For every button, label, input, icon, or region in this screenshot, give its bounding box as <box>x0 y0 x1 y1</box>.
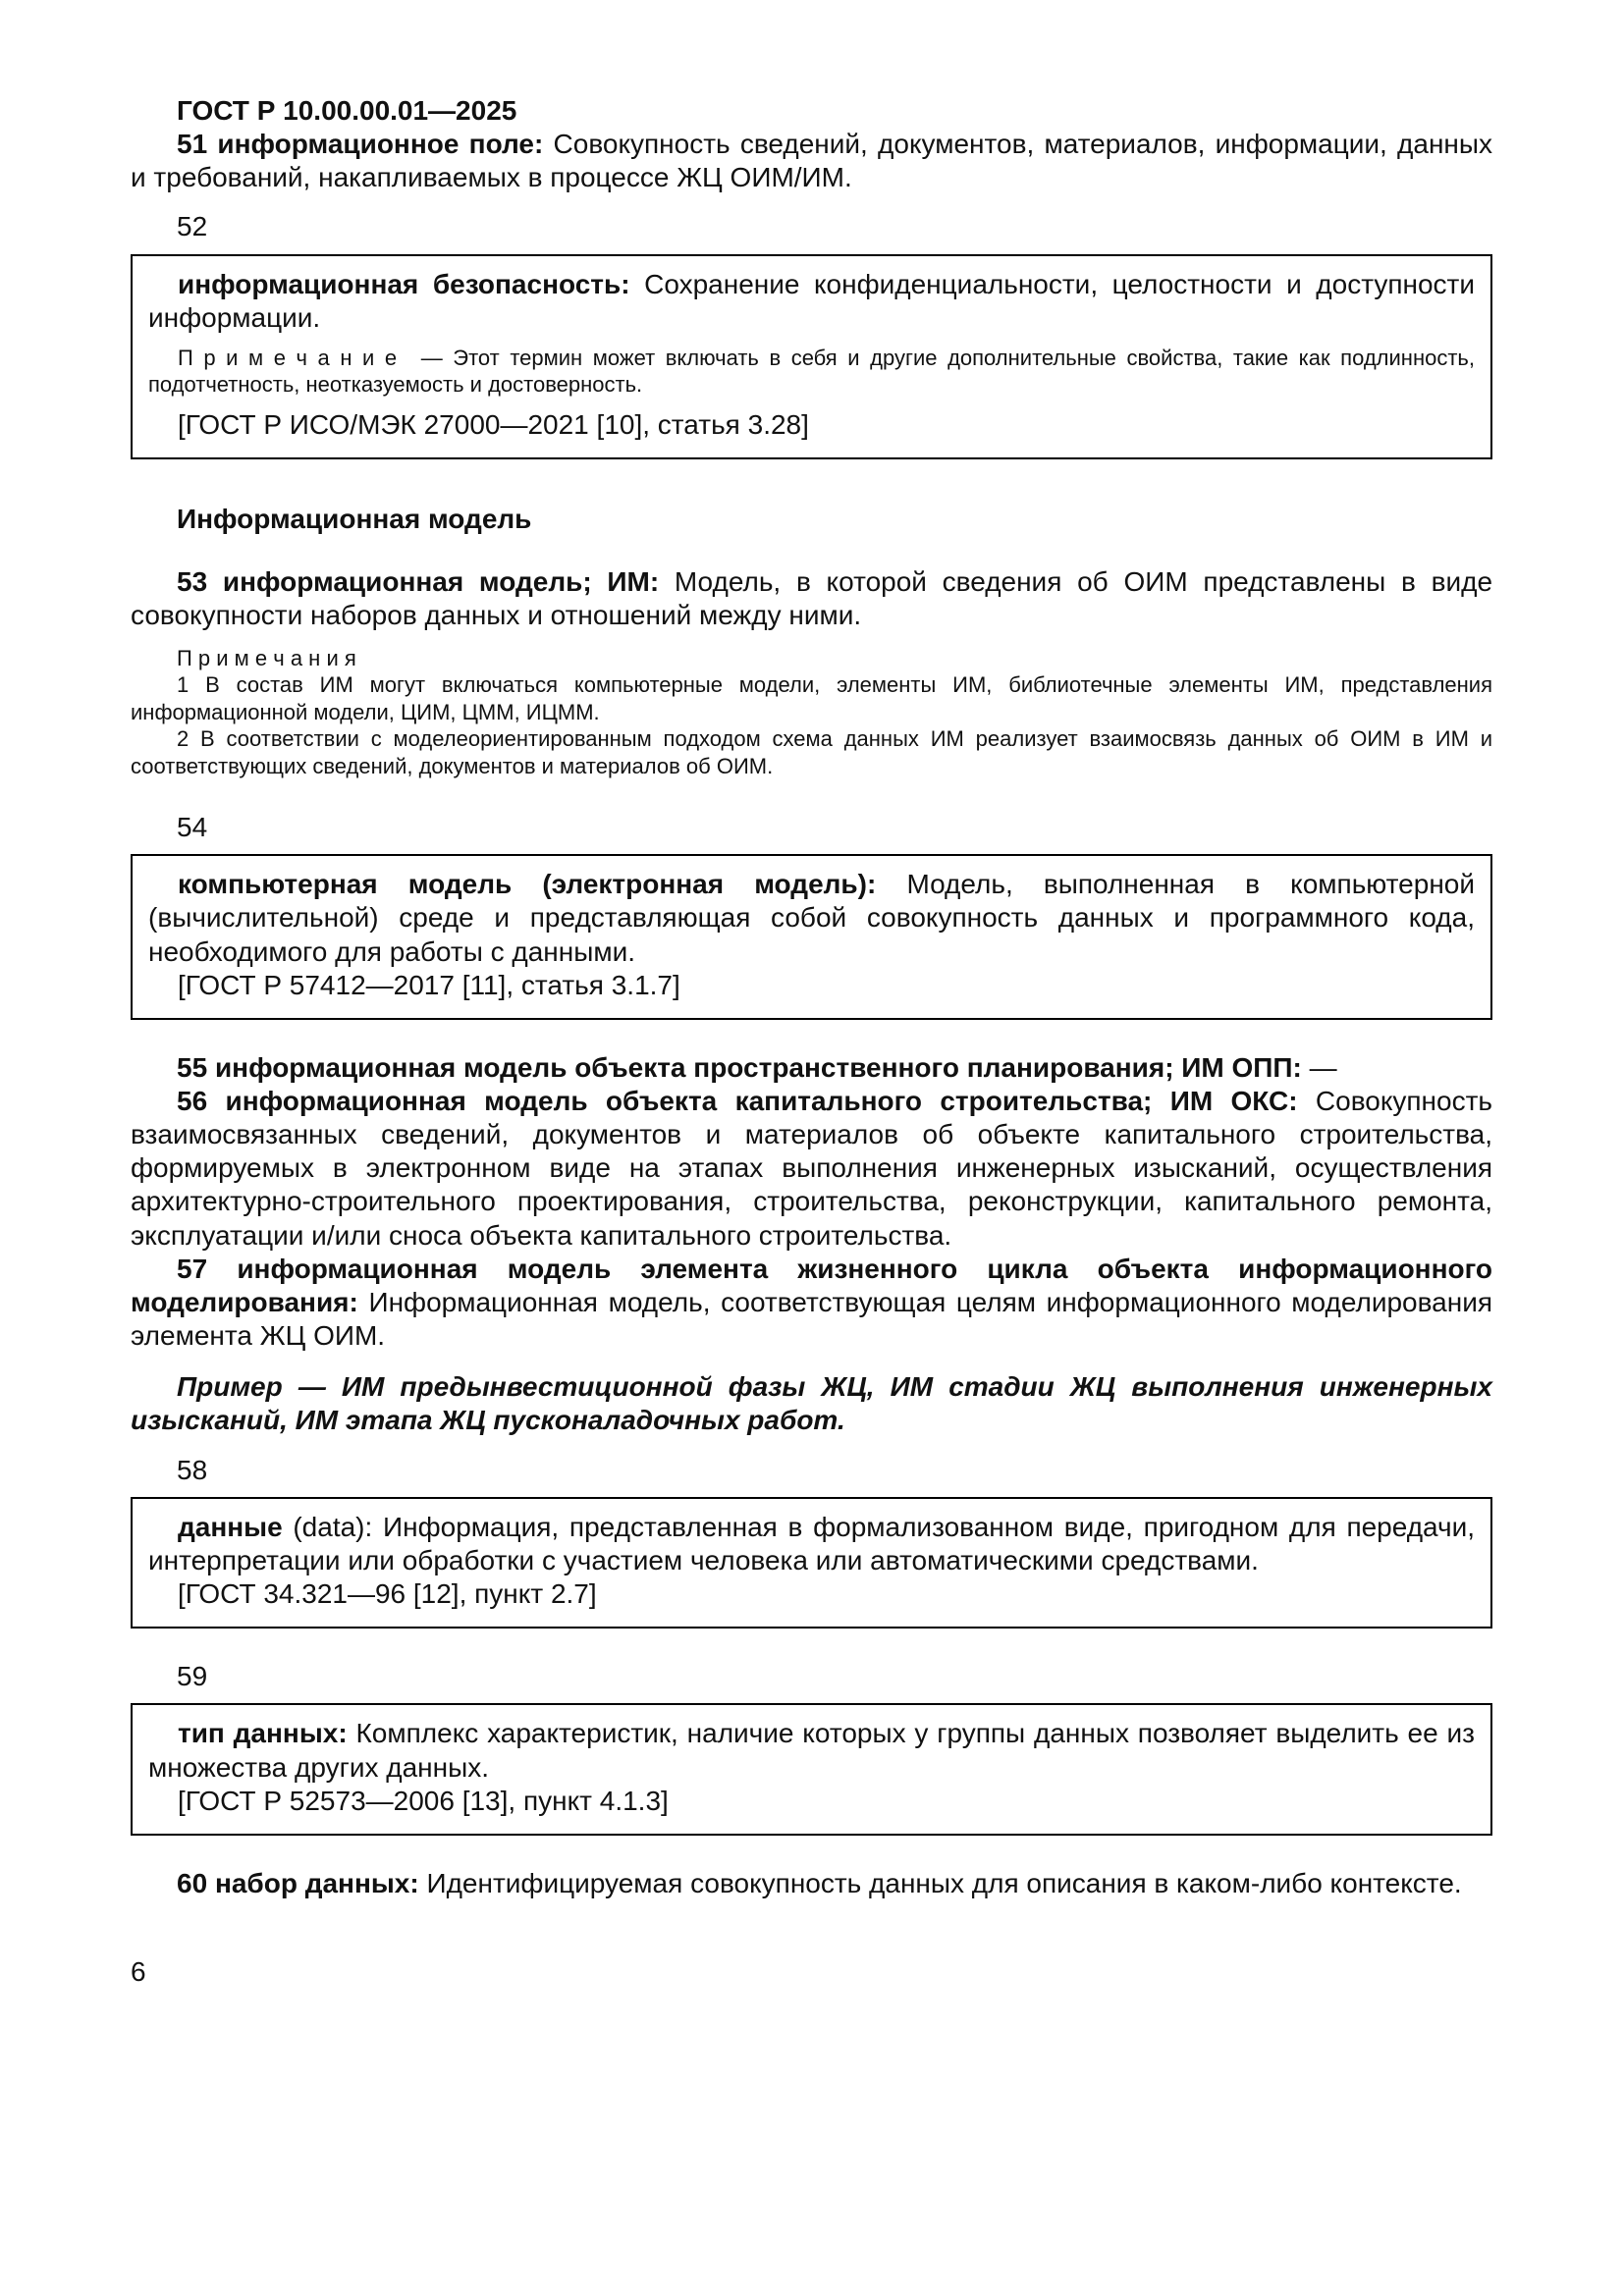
page-number: 6 <box>131 1955 146 1987</box>
term-54-definition-paragraph <box>148 868 1475 968</box>
term-54-name: компьютерная модель (электронная модель): <box>178 869 877 900</box>
standard-designation <box>131 94 1492 128</box>
term-59-source: [ГОСТ Р 52573—2006 [13], пункт 4.1.3] <box>178 1785 669 1816</box>
term-58-name: данные <box>178 1511 283 1542</box>
term-56-number: 56 <box>177 1086 208 1116</box>
term-51 <box>131 128 1492 194</box>
term-57 <box>131 1253 1492 1353</box>
term-55-name: информационная модель объекта пространственного планирования; ИМ ОПП: <box>214 1051 1302 1083</box>
term-58-definition: Информация, представленная в формализованном виде, пригодном для передачи, интерпретации или обработки с участием человека или автоматическими средствами. <box>148 1511 1476 1575</box>
term-55-definition: — <box>1309 1051 1337 1083</box>
term-59-definition-paragraph <box>148 1717 1475 1784</box>
term-51-definition: Совокупность сведений, документов, материалов, информации, данных и требований, накапливаемых в процессе ЖЦ ОИМ/ИМ. <box>131 129 1493 193</box>
term-53-notes <box>131 645 1492 780</box>
term-58-source: [ГОСТ 34.321—96 [12], пункт 2.7] <box>178 1578 597 1610</box>
term-60-name: набор данных: <box>214 1867 419 1898</box>
term-52-definition-paragraph <box>148 268 1475 335</box>
framed-term-52 <box>131 254 1492 459</box>
term-57-name: информационная модель элемента жизненного цикла объекта информационного моделирования: <box>131 1253 1492 1317</box>
framed-term-54 <box>131 854 1492 1020</box>
term-60-number: 60 <box>177 1867 208 1898</box>
term-56-name: информационная модель объекта капитального строительства; ИМ ОКС: <box>225 1086 1298 1116</box>
term-53-definition: Модель, в которой сведения об ОИМ представлены в виде совокупности наборов данных и отношений между ними. <box>131 566 1493 631</box>
term-59-name: тип данных: <box>178 1718 348 1749</box>
term-57-example: Пример — ИМ предынвестиционной фазы ЖЦ, ИМ стадии ЖЦ выполнения инженерных изысканий, ИМ этапа ЖЦ пусконаладочных работ. <box>131 1371 1492 1436</box>
term-52-source: [ГОСТ Р ИСО/МЭК 27000—2021 [10], статья 3.28] <box>178 408 809 440</box>
note-text: — Этот термин может включать в себя и другие дополнительные свойства, такие как подлинность, подотчетность, неотказуемость и достоверность. <box>148 345 1475 398</box>
term-53-name: информационная модель; ИМ: <box>222 566 660 598</box>
term-58-name-english: (data): <box>293 1511 373 1542</box>
note-1: 1 В состав ИМ могут включаться компьютерные модели, элементы ИМ, библиотечные элементы ИМ, представления информационной модели, ЦИМ, ЦММ, ИЦММ. <box>131 672 1492 724</box>
framed-term-58 <box>131 1497 1492 1629</box>
term-59-number: 59 <box>177 1661 208 1692</box>
term-52-name: информационная безопасность: <box>178 268 630 299</box>
notes-label: П р и м е ч а н и я <box>177 645 356 670</box>
term-57-number: 57 <box>177 1253 208 1284</box>
term-55-number: 55 <box>177 1051 208 1083</box>
note-label: П р и м е ч а н и е <box>178 345 398 370</box>
term-59-definition: Комплекс характеристик, наличие которых у группы данных позволяет выделить ее из множества других данных. <box>148 1718 1475 1783</box>
term-51-name: информационное поле: <box>217 129 544 160</box>
framed-term-59 <box>131 1703 1492 1835</box>
term-58-number: 58 <box>177 1454 208 1485</box>
term-55 <box>131 1051 1492 1085</box>
standard-designation-text: ГОСТ Р 10.00.00.01—2025 <box>177 95 517 126</box>
term-60 <box>131 1867 1492 1900</box>
term-51-number: 51 <box>177 129 208 160</box>
term-53 <box>131 565 1492 632</box>
term-54-definition: Модель, выполненная в компьютерной (вычислительной) среде и представляющая собой совокупность данных и программного кода, необходимого для работы с данными. <box>148 869 1476 967</box>
term-56-definition: Совокупность взаимосвязанных сведений, документов и материалов об объекте капитального строительства, формируемых в электронном виде на этапах выполнения инженерных изысканий, осуществления архитектурно-строительного проектирования, строительства, реконструкции, капитального ремонта, эксплуатации и/или сноса объекта капитального строительства. <box>131 1086 1493 1251</box>
note-2: 2 В соответствии с моделеориентированным подходом схема данных ИМ реализует взаимосвязь данных об ОИМ в ИМ и соответствующих сведений, документов и материалов об ОИМ. <box>131 726 1492 778</box>
term-56 <box>131 1085 1492 1253</box>
term-52-definition: Сохранение конфиденциальности, целостности и доступности информации. <box>148 268 1476 333</box>
term-60-definition: Идентифицируемая совокупность данных для описания в каком-либо контексте. <box>426 1867 1462 1898</box>
term-54-number: 54 <box>177 812 208 843</box>
section-heading-information-model: Информационная модель <box>177 504 532 535</box>
term-54-source: [ГОСТ Р 57412—2017 [11], статья 3.1.7] <box>178 969 680 1000</box>
term-52-note <box>148 345 1475 399</box>
term-58-definition-paragraph <box>148 1511 1475 1577</box>
term-52-number: 52 <box>177 211 208 242</box>
term-53-number: 53 <box>177 566 208 598</box>
term-57-definition: Информационная модель, соответствующая целям информационного моделирования элемента ЖЦ ОИМ. <box>131 1286 1492 1352</box>
